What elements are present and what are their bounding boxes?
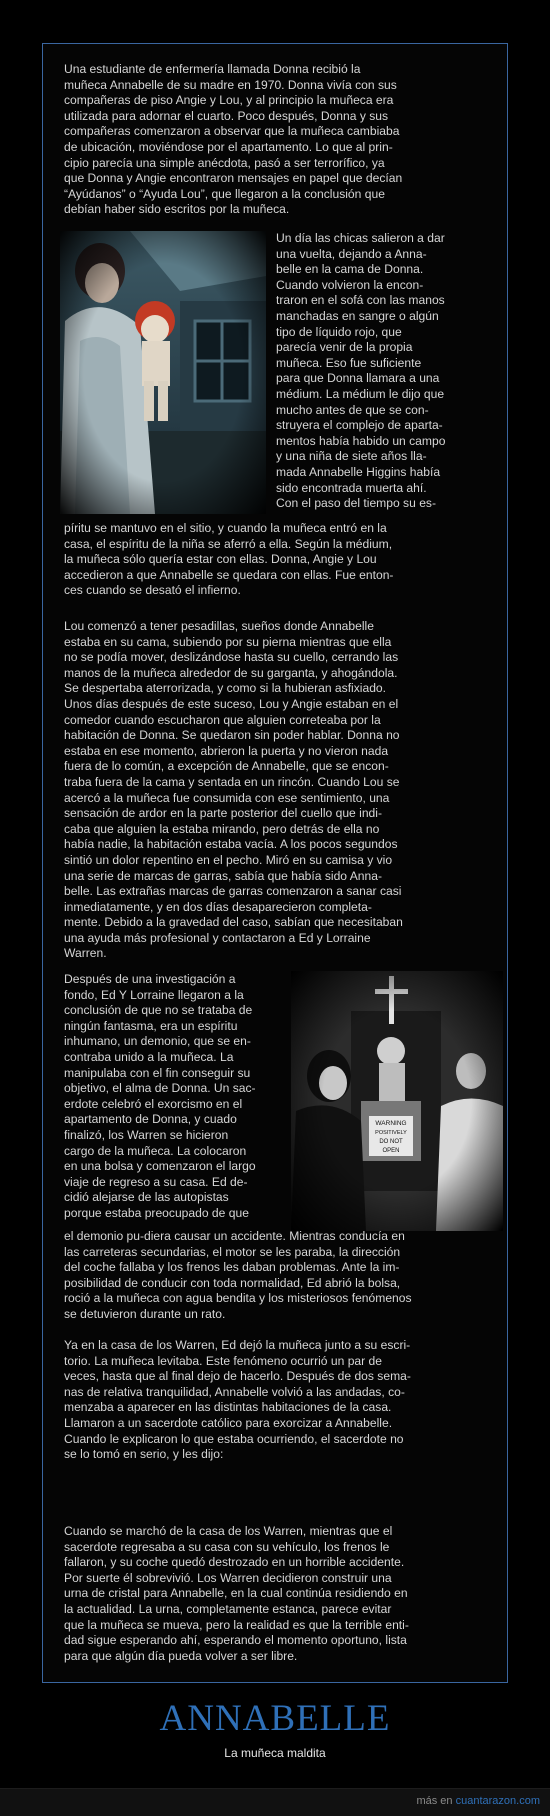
paragraph-6-line: fallaron, y su coche quedó destrozado en un horrible accidente.: [64, 1555, 405, 1570]
paragraph-6-line: Cuando se marchó de la casa de los Warren, mientras que el: [64, 1524, 393, 1538]
paragraph-4-side-line: cidió alejarse de las autopistas: [64, 1190, 229, 1205]
paragraph-6-line: la actualidad. La urna, completamente estanca, parece evitar: [64, 1601, 392, 1616]
paragraph-2-side-line: tipo de líquido rojo, que: [276, 324, 402, 339]
paragraph-1-line: muñeca Annabelle de su madre en 1970. Donna vivía con sus: [64, 77, 397, 92]
paragraph-3-line: acercó a la muñeca fue consumida con ese sentimiento, una: [64, 790, 390, 805]
paragraph-3-line: Lou comenzó a tener pesadillas, sueños donde Annabelle: [64, 619, 374, 633]
paragraph-3-line: estaba en su cama, subiendo por su pierna mientras que ella: [64, 634, 392, 649]
footer-site-link[interactable]: cuantarazon.com: [455, 1795, 540, 1807]
paragraph-4-side-line: objetivo, el alma de Donna. Un sac-: [64, 1081, 256, 1096]
paragraph-3-line: habitación de Donna. Se quedaron sin poder hablar. Donna no: [64, 728, 400, 743]
paragraph-2-side-line: parecía venir de la propia: [276, 340, 413, 355]
paragraph-2-side-line: médium. La médium le dijo que: [276, 386, 445, 401]
paragraph-4-continued: [64, 1229, 494, 1323]
paragraph-5-line: menzaba a aparecer en las distintas habitaciones de la casa.: [64, 1400, 392, 1415]
paragraph-1: [64, 62, 494, 218]
photo-donna-with-doll-image: [60, 231, 266, 514]
paragraph-1-line: que Donna y Angie encontraron mensajes en papel que decían: [64, 171, 403, 186]
paragraph-1-line: debían haber sido escritos por la muñeca.: [64, 202, 290, 217]
paragraph-4-side-line: contraba unido a la muñeca. La: [64, 1049, 234, 1064]
paragraph-3-line: traba fuera de la cama y sentada en un rincón. Cuando Lou se: [64, 774, 400, 789]
paragraph-1-line: cipio parecía una simple anécdota, pasó a ser terrorífico, ya: [64, 155, 385, 170]
paragraph-3-line: sintió un dolor repentino en el pecho. Miró en su camisa y vio: [64, 852, 393, 867]
paragraph-5-line: Cuando le explicaron lo que estaba ocurriendo, el sacerdote no: [64, 1431, 404, 1446]
paragraph-4-side-line: fondo, Ed Y Lorraine llegaron a la: [64, 987, 244, 1002]
paragraph-2-continued: [64, 521, 494, 599]
paragraph-3-line: inmediatamente, y en dos días desaparecieron completa-: [64, 899, 372, 914]
page-subtitle: La muñeca maldita: [224, 1746, 326, 1760]
paragraph-3-line: fuera de lo común, a excepción de Annabelle, que se encon-: [64, 759, 389, 774]
paragraph-2-continued-line: la muñeca sólo quería estar con ellas. Donna, Angie y Lou: [64, 552, 377, 567]
paragraph-1-line: de ubicación, moviéndose por el apartamento. Lo que al prin-: [64, 139, 393, 154]
paragraph-4-continued-line: las carreteras secundarias, el motor se les paraba, la dirección: [64, 1244, 401, 1259]
paragraph-3-line: una ayuda más profesional y contactaron a Ed y Lorraine: [64, 930, 371, 945]
paragraph-2-continued-line: accedieron a que Annabelle se quedara con ellas. Fue enton-: [64, 567, 394, 582]
paragraph-2-side-line: y una niña de siete años lla-: [276, 449, 427, 464]
paragraph-4-side-line: en una bolsa y comenzaron el largo: [64, 1159, 256, 1174]
paragraph-2-side-line: Con el paso del tiempo su es-: [276, 496, 436, 511]
photo-donna-with-doll: [60, 231, 266, 514]
paragraph-3-line: Se despertaba aterrorizada, y como si la hubieran asfixiado.: [64, 681, 387, 696]
paragraph-2-side-line: mucho antes de que se con-: [276, 402, 429, 417]
paragraph-1-line: “Ayúdanos” o “Ayuda Lou”, que llegaron a la conclusión que: [64, 186, 385, 201]
paragraph-5-line: se lo tomó en serio, y les dijo:: [64, 1447, 224, 1462]
poster-panel: [42, 43, 508, 1683]
paragraph-4-side-line: apartamento de Donna, y cuado: [64, 1112, 237, 1127]
paragraph-3-line: había nadie, la habitación estaba vacía. A los pocos segundos: [64, 837, 398, 852]
paragraph-6-line: urna de cristal para Annabelle, en la cual continúa residiendo en: [64, 1586, 408, 1601]
paragraph-2-side-line: para que Donna llamara a una: [276, 371, 440, 386]
paragraph-2-side-line: manchadas en sangre o algún: [276, 308, 439, 323]
paragraph-2-side-line: mentos había habido un campo: [276, 433, 446, 448]
paragraph-4-continued-line: se detuvieron durante un rato.: [64, 1306, 226, 1321]
paragraph-2-side: [276, 231, 496, 512]
paragraph-4-continued-line: posibilidad de conducir con toda normalidad, Ed abrió la bolsa,: [64, 1275, 401, 1290]
paragraph-4-side-line: viaje de regreso a su casa. Ed de-: [64, 1174, 248, 1189]
footer-bar: [0, 1788, 550, 1816]
paragraph-4-side-line: manipulaba con el fin conseguir su: [64, 1065, 251, 1080]
paragraph-6-line: para que algún día pueda volver a ser libre.: [64, 1648, 298, 1663]
photo-warrens-with-doll: [291, 971, 503, 1231]
paragraph-2-side-line: traron en el sofá con las manos: [276, 293, 445, 308]
paragraph-3-line: no se podía mover, deslizándose hasta su cuello, cerrando las: [64, 650, 399, 665]
paragraph-4-side-line: conclusión de que no se trataba de: [64, 1003, 253, 1018]
paragraph-3-line: Unos días después de este suceso, Lou y Angie estaban en el: [64, 696, 399, 711]
paragraph-2-side-line: muñeca. Eso fue suficiente: [276, 355, 422, 370]
paragraph-4-side-line: ningún fantasma, era un espíritu: [64, 1018, 238, 1033]
paragraph-1-line: compañeras de piso Angie y Lou, y al principio la muñeca era: [64, 93, 394, 108]
paragraph-3-line: Warren.: [64, 946, 107, 961]
paragraph-5: [64, 1338, 494, 1463]
paragraph-3-line: mente. Debido a la gravedad del caso, sabían que necesitaban: [64, 915, 403, 930]
paragraph-4-side-line: erdote celebró el exorcismo en el: [64, 1096, 243, 1111]
paragraph-4-side-line: porque estaba preocupado de que: [64, 1205, 249, 1220]
paragraph-2-continued-line: ces cuando se desató el infierno.: [64, 583, 241, 598]
paragraph-5-line: veces, hasta que al final dejo de hacerlo. Después de dos sema-: [64, 1369, 411, 1384]
paragraph-3-line: manos de la muñeca alrededor de su garganta, y ahogándola.: [64, 665, 398, 680]
paragraph-3-line: sensación de ardor en la parte posterior del cuello que indi-: [64, 806, 382, 821]
paragraph-4-side-line: finalizó, los Warren se hicieron: [64, 1127, 229, 1142]
paragraph-5-line: torio. La muñeca levitaba. Este fenómeno ocurrió un par de: [64, 1353, 382, 1368]
paragraph-6-line: dad sigue esperando ahí, esperando el momento oportuno, lista: [64, 1633, 407, 1648]
paragraph-4-side-line: Después de una investigación a: [64, 972, 236, 986]
paragraph-6-line: sacerdote regresaba a su casa con su vehículo, los frenos le: [64, 1539, 390, 1554]
paragraph-6: [64, 1524, 494, 1664]
paragraph-3-line: una serie de marcas de garras, sabía que había sido Anna-: [64, 868, 382, 883]
paragraph-4-side-line: inhumano, un demonio, que se en-: [64, 1034, 251, 1049]
paragraph-1-line: compañeras comenzaron a observar que la muñeca cambiaba: [64, 124, 400, 139]
paragraph-2-continued-line: casa, el espíritu de la niña se aferró a ella. Según la médium,: [64, 536, 393, 551]
paragraph-4-continued-line: roció a la muñeca con agua bendita y los misteriosos fenómenos: [64, 1291, 412, 1306]
paragraph-5-line: Llamaron a un sacerdote católico para exorcizar a Annabelle.: [64, 1415, 393, 1430]
paragraph-3: [64, 619, 494, 962]
footer-prefix: más en: [416, 1795, 456, 1807]
paragraph-6-line: Por suerte él sobrevivió. Los Warren decidieron construir una: [64, 1570, 392, 1585]
paragraph-4-side: [64, 972, 299, 1222]
paragraph-3-line: caba que alguien la estaba mirando, pero detrás de ella no: [64, 821, 380, 836]
paragraph-2-side-line: struyera el complejo de aparta-: [276, 418, 443, 433]
paragraph-3-line: belle. Las extrañas marcas de garras comenzaron a sanar casi: [64, 884, 402, 899]
paragraph-2-side-line: mada Annabelle Higgins había: [276, 464, 441, 479]
paragraph-4-side-line: cargo de la muñeca. La colocaron: [64, 1143, 247, 1158]
paragraph-2-side-line: una vuelta, dejando a Anna-: [276, 246, 427, 261]
paragraph-1-line: Una estudiante de enfermería llamada Donna recibió la: [64, 62, 361, 76]
footer-text: [416, 1795, 540, 1807]
paragraph-4-continued-line: del coche fallaba y los frenos les daban problemas. Ante la im-: [64, 1260, 400, 1275]
paragraph-2-side-line: Cuando volvieron la encon-: [276, 277, 424, 292]
paragraph-2-continued-line: píritu se mantuvo en el sitio, y cuando la muñeca entró en la: [64, 521, 387, 535]
paragraph-5-line: nas de relativa tranquilidad, Annabelle volvió a las andadas, co-: [64, 1384, 405, 1399]
paragraph-3-line: comedor cuando escucharon que alguien correteaba por la: [64, 712, 381, 727]
paragraph-2-side-line: Un día las chicas salieron a dar: [276, 231, 445, 245]
page-title: ANNABELLE: [159, 1698, 391, 1739]
photo-warrens-with-doll-image: [291, 971, 503, 1231]
paragraph-2-side-line: belle en la cama de Donna.: [276, 262, 424, 277]
paragraph-5-line: Ya en la casa de los Warren, Ed dejó la muñeca junto a su escri-: [64, 1338, 411, 1352]
paragraph-4-continued-line: el demonio pu-diera causar un accidente. Mientras conducía en: [64, 1229, 405, 1243]
paragraph-1-line: utilizada para adornar el cuarto. Poco después, Donna y sus: [64, 108, 389, 123]
paragraph-3-line: estaba en ese momento, abrieron la puerta y no vieron nada: [64, 743, 389, 758]
paragraph-2-side-line: sido encontrada muerta ahí.: [276, 480, 427, 495]
paragraph-6-line: que la muñeca se mueva, pero la realidad es que la terrible enti-: [64, 1617, 409, 1632]
